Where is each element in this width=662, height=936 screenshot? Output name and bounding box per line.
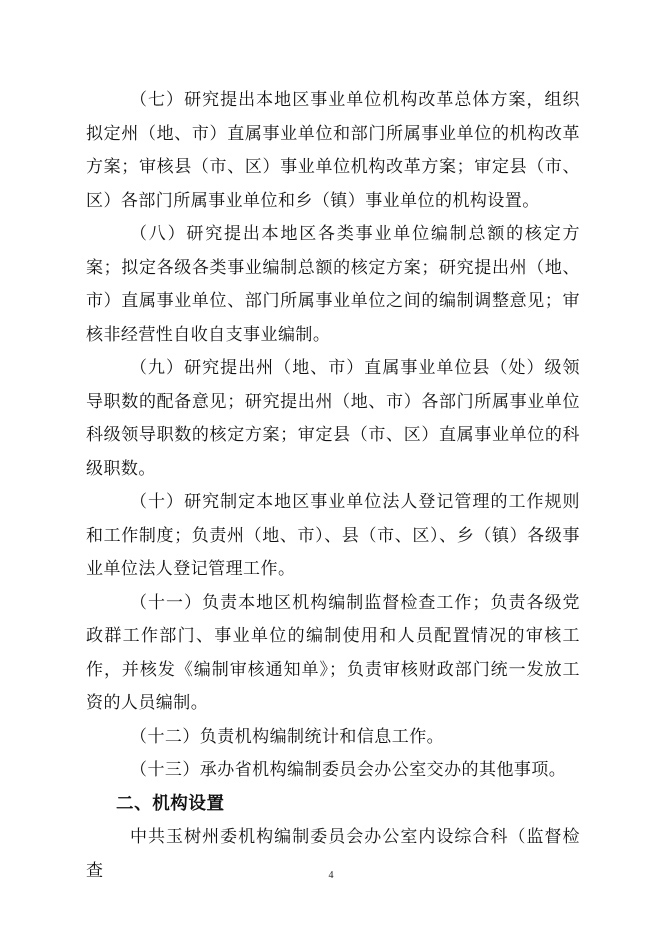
paragraph-item-10: （十）研究制定本地区事业单位法人登记管理的工作规则和工作制度；负责州（地、市）、县（市、区）、乡（镇）各级事业单位法人登记管理工作。	[86, 492, 580, 579]
paragraph-item-8: （八）研究提出本地区各类事业单位编制总额的核定方案；拟定各级各类事业编制总额的核定方案；研究提出州（地、市）直属事业单位、部门所属事业单位之间的编制调整意见；审核非经营性自收自支事业编制。	[86, 224, 580, 345]
section-heading: 二、机构设置	[116, 793, 225, 814]
paragraph-institution-setup: 中共玉树州委机构编制委员会办公室内设综合科（监督检查	[86, 827, 580, 881]
paragraph-item-11: （十一）负责本地区机构编制监督检查工作；负责各级党政群工作部门、事业单位的编制使用和人员配置情况的审核工作，并核发《编制审核通知单》；负责审核财政部门统一发放工资的人员编制。	[86, 592, 580, 713]
paragraph-item-7: （七）研究提出本地区事业单位机构改革总体方案，组织拟定州（地、市）直属事业单位和部门所属事业单位的机构改革方案；审核县（市、区）事业单位机构改革方案；审定县（市、区）各部门所属事业单位和乡（镇）事业单位的机构设置。	[86, 90, 580, 211]
paragraph-item-13: （十三）承办省机构编制委员会办公室交办的其他事项。	[130, 760, 567, 780]
paragraph-item-9: （九）研究提出州（地、市）直属事业单位县（处）级领导职数的配备意见；研究提出州（地、市）各部门所属事业单位科级领导职数的核定方案；审定县（市、区）直属事业单位的科级职数。	[86, 358, 580, 479]
paragraph-item-12: （十二）负责机构编制统计和信息工作。	[130, 726, 445, 747]
page-number: 4	[328, 870, 334, 881]
document-body	[86, 84, 580, 888]
